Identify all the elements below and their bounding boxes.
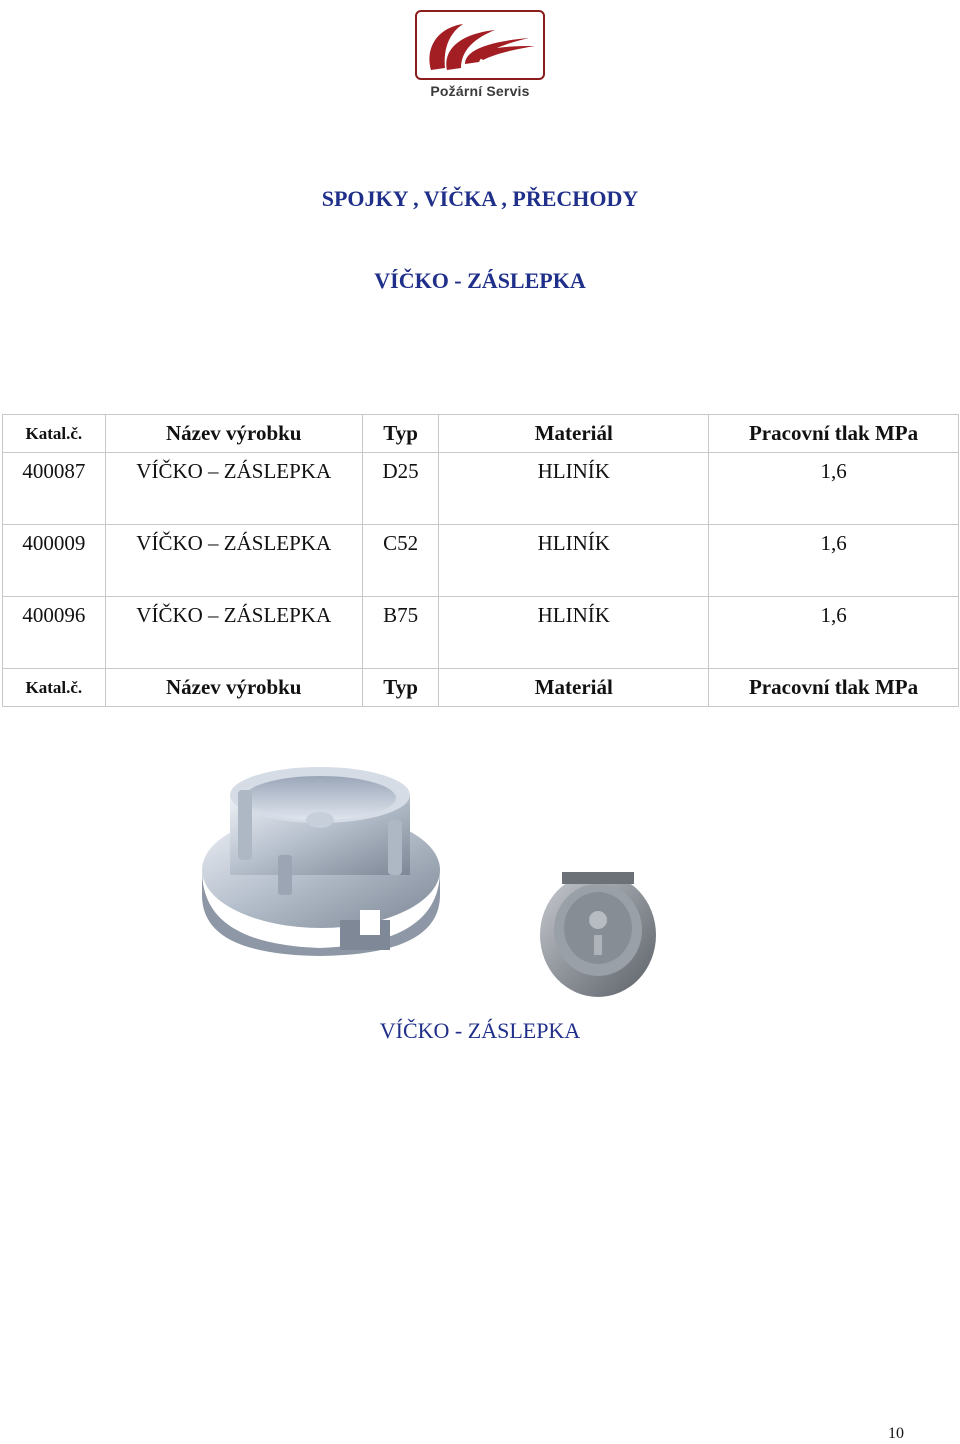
cell-product-name: VÍČKO – ZÁSLEPKA <box>105 453 362 525</box>
footer-product-name: Název výrobku <box>105 669 362 707</box>
table-row <box>3 453 959 525</box>
cell-catalog: 400009 <box>3 525 106 597</box>
large-cap-image <box>202 767 440 956</box>
image-caption: VÍČKO - ZÁSLEPKA <box>379 1018 581 1043</box>
footer-material: Materiál <box>439 669 709 707</box>
cell-catalog: 400087 <box>3 453 106 525</box>
cell-pressure: 1,6 <box>709 525 959 597</box>
header-catalog: Katal.č. <box>3 415 106 453</box>
section-heading: VÍČKO - ZÁSLEPKA <box>374 268 586 293</box>
header-product-name: Název výrobku <box>105 415 362 453</box>
footer-pressure: Pracovní tlak MPa <box>709 669 959 707</box>
cell-type: B75 <box>362 597 439 669</box>
product-table <box>2 414 959 707</box>
logo-frame <box>415 10 545 80</box>
footer-catalog: Katal.č. <box>3 669 106 707</box>
cell-type: D25 <box>362 453 439 525</box>
cell-product-name: VÍČKO – ZÁSLEPKA <box>105 597 362 669</box>
cell-product-name: VÍČKO – ZÁSLEPKA <box>105 525 362 597</box>
cell-type: C52 <box>362 525 439 597</box>
cell-material: HLINÍK <box>439 525 709 597</box>
header-pressure: Pracovní tlak MPa <box>709 415 959 453</box>
cell-catalog: 400096 <box>3 597 106 669</box>
cell-material: HLINÍK <box>439 597 709 669</box>
cell-pressure: 1,6 <box>709 597 959 669</box>
flame-icon <box>417 12 543 78</box>
table-footer-row <box>3 669 959 707</box>
small-cap-image <box>540 872 656 997</box>
logo-text: Požární Servis <box>430 83 530 99</box>
header-type: Typ <box>362 415 439 453</box>
table-row <box>3 597 959 669</box>
table-header-row <box>3 415 959 453</box>
product-photos <box>190 760 670 1020</box>
table-row <box>3 525 959 597</box>
company-logo <box>415 10 545 102</box>
header-material: Materiál <box>439 415 709 453</box>
footer-type: Typ <box>362 669 439 707</box>
page-heading: SPOJKY , VÍČKA , PŘECHODY <box>321 186 639 211</box>
page-number: 10 <box>888 1425 904 1442</box>
cell-material: HLINÍK <box>439 453 709 525</box>
cell-pressure: 1,6 <box>709 453 959 525</box>
